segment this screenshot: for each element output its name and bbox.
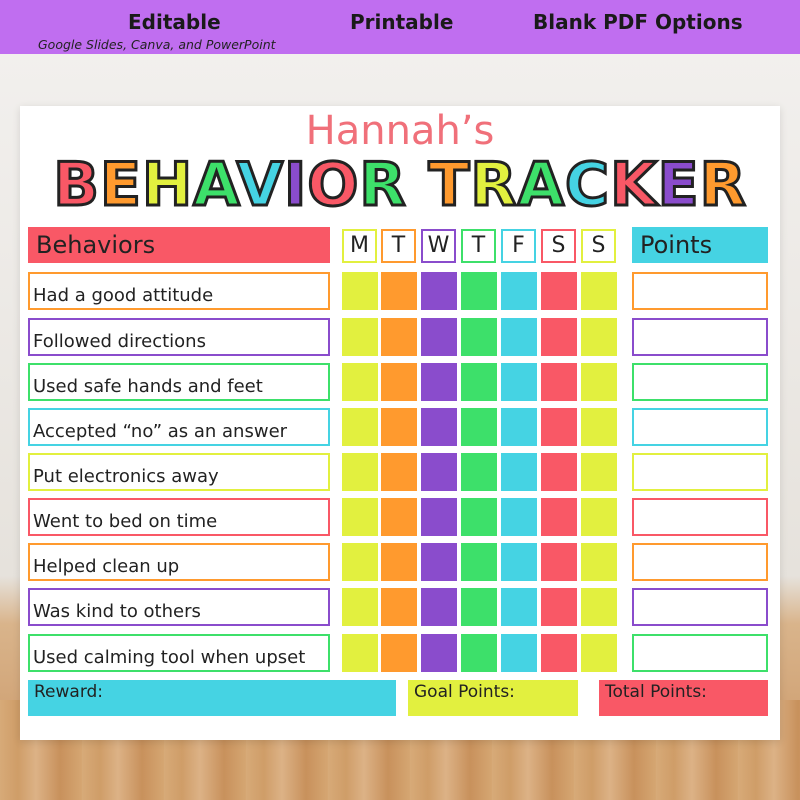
day-header: T [461, 229, 496, 263]
day-header: T [381, 229, 416, 263]
title-letter [407, 150, 429, 220]
day-cell[interactable] [381, 363, 417, 401]
day-cell[interactable] [381, 588, 417, 626]
tracker-title [0, 150, 800, 220]
day-cell[interactable] [342, 543, 378, 581]
day-cell[interactable] [501, 588, 537, 626]
day-cell[interactable] [421, 543, 457, 581]
title-letter: R [470, 150, 518, 220]
editable-label: Editable [128, 10, 221, 34]
behavior-label: Was kind to others [28, 588, 330, 626]
title-letter: E [657, 150, 700, 220]
points-cell[interactable] [632, 498, 768, 536]
day-cell[interactable] [342, 408, 378, 446]
title-letter: C [565, 150, 611, 220]
day-cell[interactable] [461, 543, 497, 581]
title-letter: H [141, 150, 194, 220]
day-cell[interactable] [421, 634, 457, 672]
behavior-label: Went to bed on time [28, 498, 330, 536]
day-cell[interactable] [541, 634, 577, 672]
behavior-label: Accepted “no” as an answer [28, 408, 330, 446]
day-cell[interactable] [342, 363, 378, 401]
title-letter: K [610, 150, 658, 220]
top-banner [0, 0, 800, 54]
day-cell[interactable] [421, 272, 457, 310]
day-cell[interactable] [581, 588, 617, 626]
day-cell[interactable] [541, 588, 577, 626]
goal-points-field[interactable]: Goal Points: [408, 680, 578, 716]
day-header: S [581, 229, 616, 263]
day-header: W [421, 229, 456, 263]
day-cell[interactable] [342, 634, 378, 672]
points-cell[interactable] [632, 408, 768, 446]
day-cell[interactable] [421, 363, 457, 401]
reward-field[interactable]: Reward: [28, 680, 396, 716]
day-cell[interactable] [541, 453, 577, 491]
points-cell[interactable] [632, 272, 768, 310]
title-letter: R [699, 150, 747, 220]
day-cell[interactable] [421, 498, 457, 536]
title-letter: A [193, 150, 237, 220]
day-cell[interactable] [342, 453, 378, 491]
day-cell[interactable] [501, 272, 537, 310]
title-letter: O [307, 150, 360, 220]
day-cell[interactable] [581, 634, 617, 672]
blank-pdf-label: Blank PDF Options [533, 10, 743, 34]
day-cell[interactable] [461, 318, 497, 356]
points-cell[interactable] [632, 453, 768, 491]
title-letter: E [99, 150, 142, 220]
day-cell[interactable] [541, 318, 577, 356]
title-letter: I [284, 150, 308, 220]
day-cell[interactable] [541, 498, 577, 536]
day-cell[interactable] [501, 498, 537, 536]
day-cell[interactable] [581, 272, 617, 310]
day-cell[interactable] [461, 588, 497, 626]
day-cell[interactable] [501, 318, 537, 356]
points-cell[interactable] [632, 634, 768, 672]
day-cell[interactable] [381, 498, 417, 536]
day-header: M [342, 229, 377, 263]
day-cell[interactable] [381, 543, 417, 581]
day-cell[interactable] [461, 453, 497, 491]
points-cell[interactable] [632, 588, 768, 626]
behavior-label: Had a good attitude [28, 272, 330, 310]
day-header: S [541, 229, 576, 263]
title-letter: B [53, 150, 100, 220]
day-cell[interactable] [581, 498, 617, 536]
day-cell[interactable] [461, 363, 497, 401]
total-points-field[interactable]: Total Points: [599, 680, 768, 716]
day-cell[interactable] [581, 318, 617, 356]
printable-label: Printable [350, 10, 454, 34]
child-name: Hannah’s [305, 108, 495, 154]
title-letter: V [236, 150, 284, 220]
day-cell[interactable] [501, 453, 537, 491]
day-cell[interactable] [461, 272, 497, 310]
day-cell[interactable] [581, 363, 617, 401]
behavior-label: Followed directions [28, 318, 330, 356]
day-cell[interactable] [381, 408, 417, 446]
day-cell[interactable] [421, 588, 457, 626]
day-cell[interactable] [501, 408, 537, 446]
day-cell[interactable] [581, 453, 617, 491]
day-cell[interactable] [381, 318, 417, 356]
day-cell[interactable] [461, 408, 497, 446]
day-cell[interactable] [381, 272, 417, 310]
day-cell[interactable] [421, 453, 457, 491]
day-cell[interactable] [541, 272, 577, 310]
points-cell[interactable] [632, 363, 768, 401]
day-cell[interactable] [461, 634, 497, 672]
day-cell[interactable] [381, 453, 417, 491]
points-cell[interactable] [632, 543, 768, 581]
day-cell[interactable] [501, 363, 537, 401]
day-header: F [501, 229, 536, 263]
points-header: Points [632, 227, 768, 263]
day-cell[interactable] [541, 543, 577, 581]
behavior-label: Helped clean up [28, 543, 330, 581]
day-cell[interactable] [501, 634, 537, 672]
day-cell[interactable] [342, 588, 378, 626]
behavior-label: Used calming tool when upset [28, 634, 330, 672]
day-cell[interactable] [342, 318, 378, 356]
title-letter: A [517, 150, 566, 220]
day-cell[interactable] [501, 543, 537, 581]
day-cell[interactable] [541, 408, 577, 446]
day-cell[interactable] [342, 498, 378, 536]
day-cell[interactable] [461, 498, 497, 536]
day-cell[interactable] [421, 408, 457, 446]
title-letter: R [359, 150, 407, 220]
day-cell[interactable] [421, 318, 457, 356]
day-cell[interactable] [581, 408, 617, 446]
points-cell[interactable] [632, 318, 768, 356]
day-cell[interactable] [541, 363, 577, 401]
day-cell[interactable] [381, 634, 417, 672]
behavior-label: Used safe hands and feet [28, 363, 330, 401]
behaviors-header: Behaviors [28, 227, 330, 263]
behavior-label: Put electronics away [28, 453, 330, 491]
title-letter: T [428, 150, 471, 220]
editable-subtitle: Google Slides, Canva, and PowerPoint [38, 37, 276, 52]
day-cell[interactable] [342, 272, 378, 310]
day-cell[interactable] [581, 543, 617, 581]
